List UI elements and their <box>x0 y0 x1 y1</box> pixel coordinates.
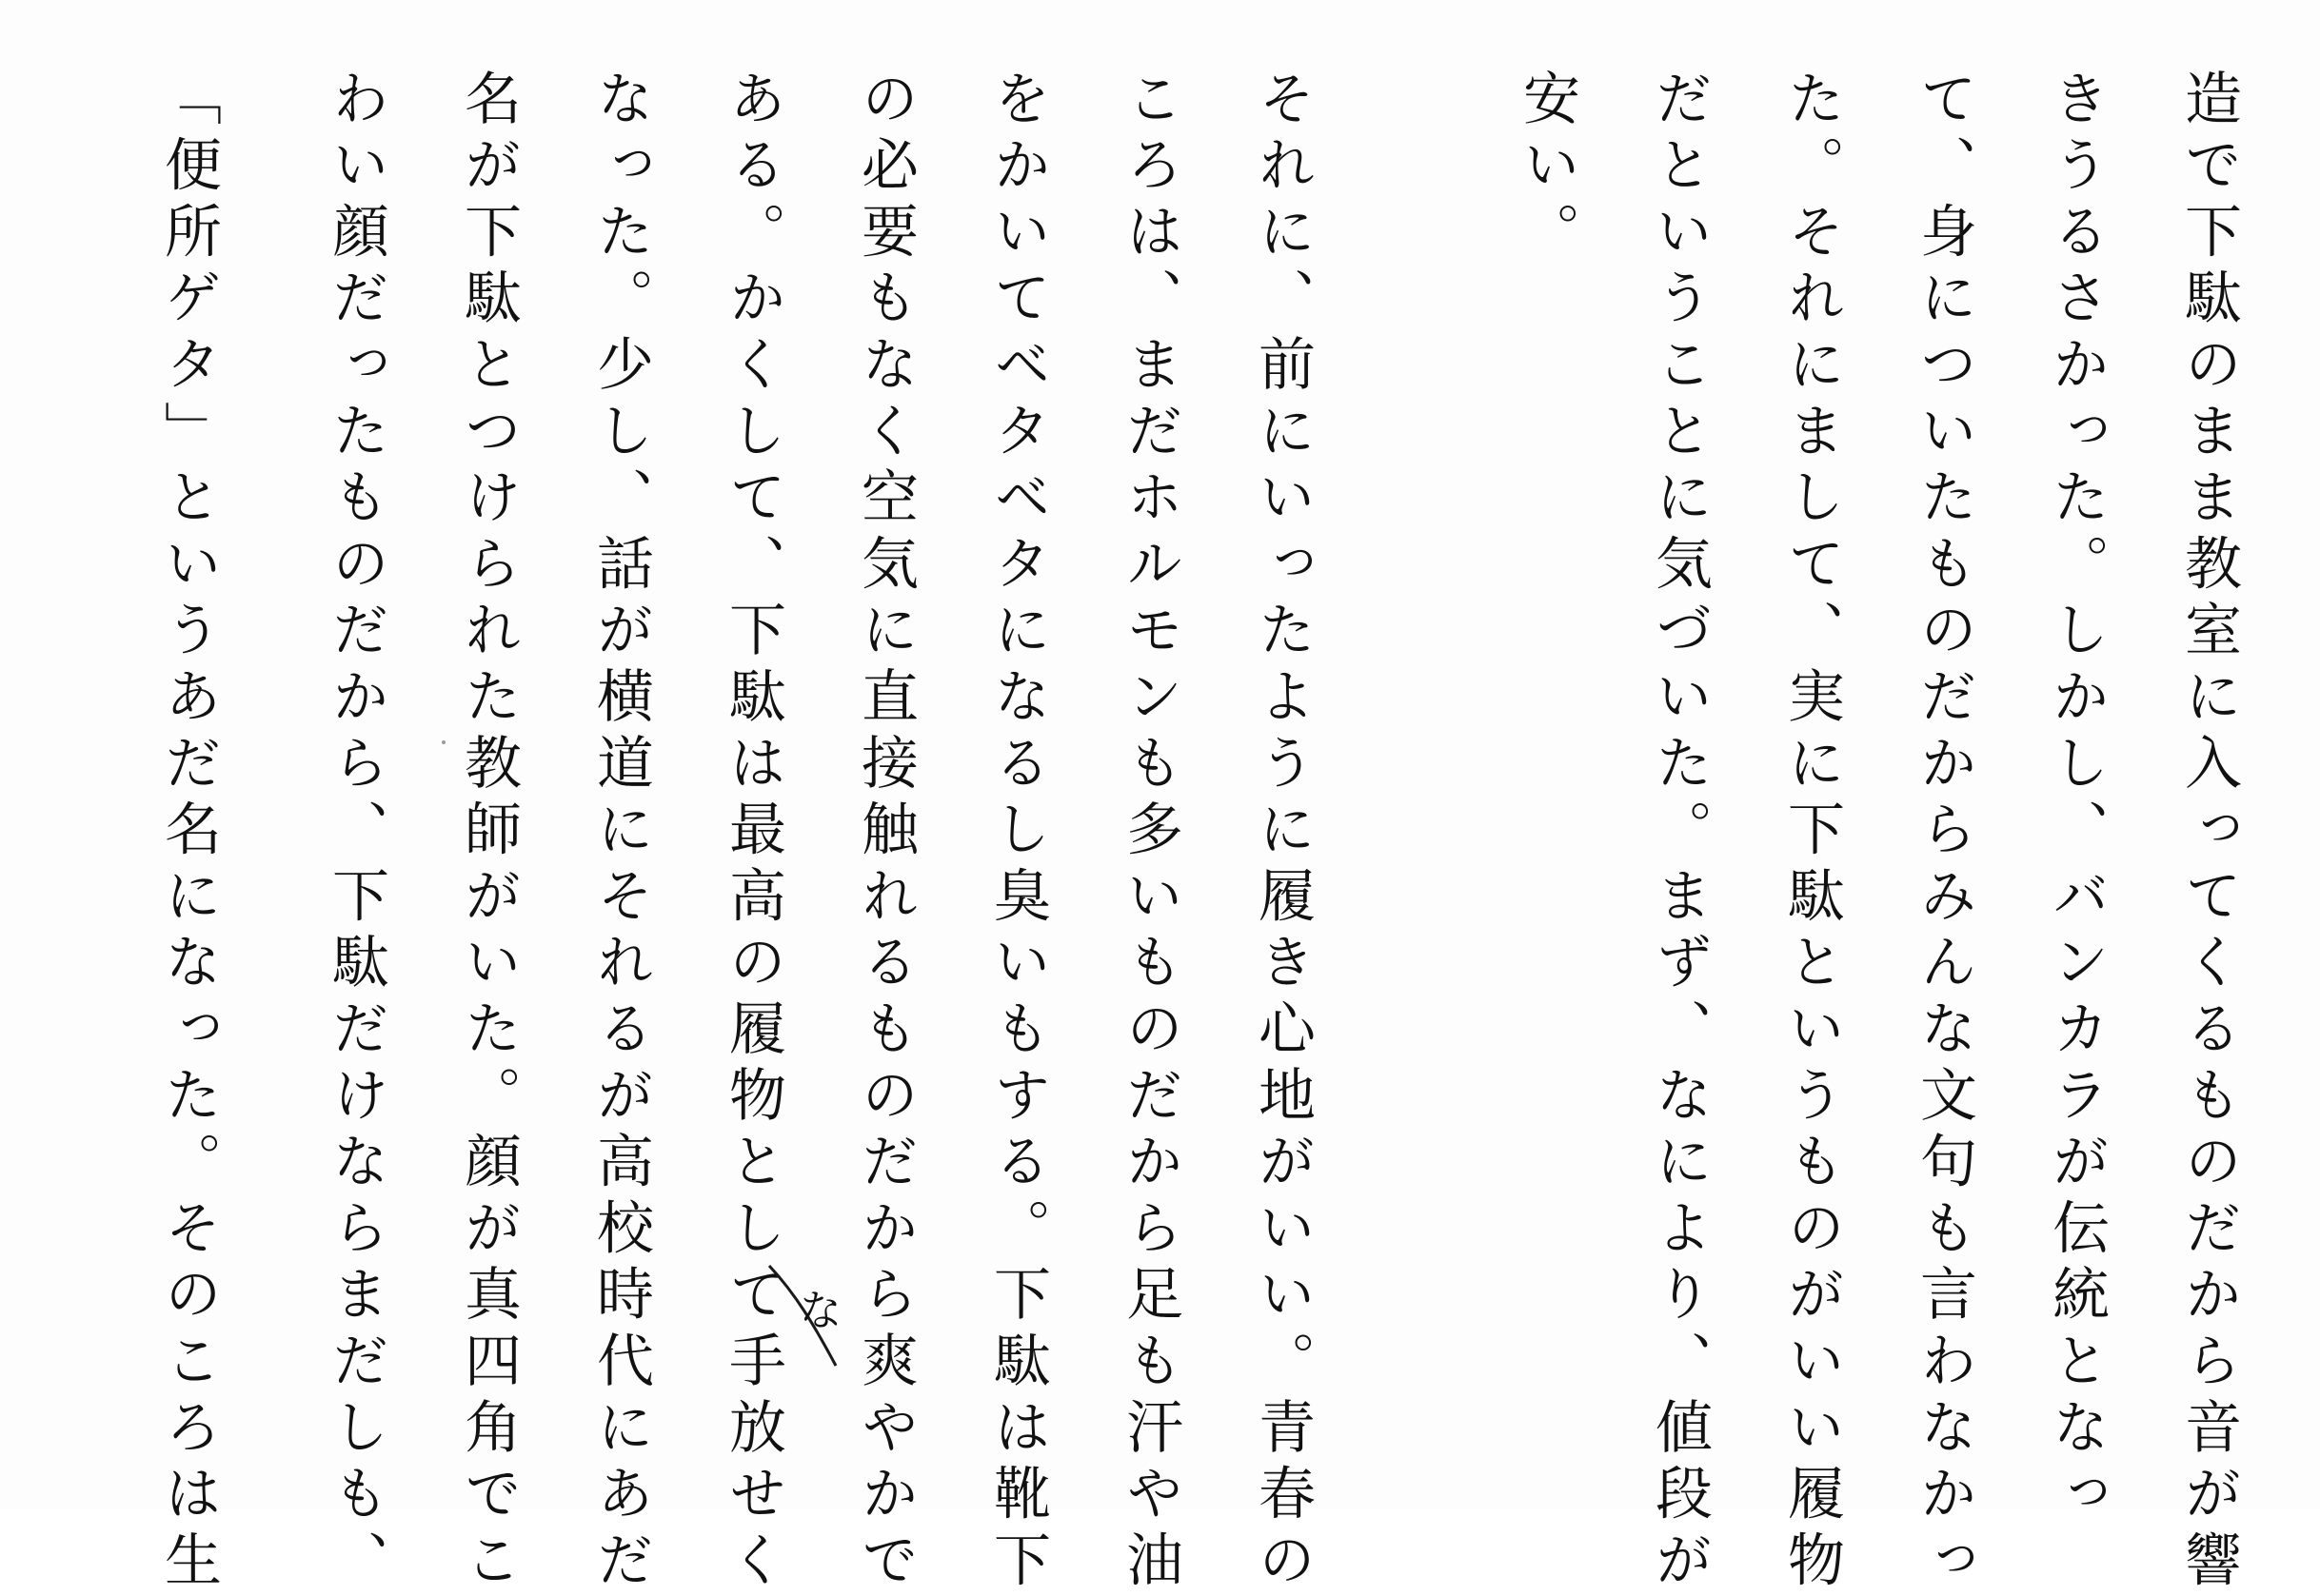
text-column-5: だということに気づいた。まず、なにより、値段が <box>1646 69 1713 1596</box>
text-column-13: 名が下駄とつけられた教師がいた。顔が真四角でこ <box>455 69 522 1596</box>
text-column-10: の必要もなく空気に直接触れるものだから爽やかで <box>852 69 919 1596</box>
correction-text: な <box>800 1287 842 1335</box>
scan-speck <box>442 740 446 744</box>
text-column-15: 「便所ゲタ」というあだ名になった。そのころは生 <box>155 69 222 1596</box>
text-column-12: なった。少し、話が横道にそれるが高校時代にあだ <box>587 69 654 1596</box>
text-column-1: 造で下駄のまま教室に入ってくるものだから音が響 <box>2175 69 2242 1596</box>
text-column-6: 安い。 <box>1514 69 1580 268</box>
text-column-3: て、身についたものだからみんな文句も言わなかっ <box>1911 69 1977 1596</box>
text-column-8: ころは、まだホルモンも多いものだから足も汗や油 <box>1117 69 1183 1596</box>
text-column-7: それに、前にいったように履き心地がいい。青春の <box>1249 69 1316 1596</box>
text-column-9: をかいてベタベタになるし臭いもする。下駄は靴下 <box>984 69 1051 1596</box>
text-column-11: ある。かくして、下駄は最高の履物として手放せく <box>720 69 786 1596</box>
text-column-2: きうるさかった。しかし、バンカラが伝統となっ <box>2043 69 2110 1530</box>
text-column-4: た。それにまして、実に下駄というものがいい履物 <box>1778 69 1845 1596</box>
text-column-14: わい顔だったものだから、下駄だけならまだしも、 <box>323 69 389 1596</box>
